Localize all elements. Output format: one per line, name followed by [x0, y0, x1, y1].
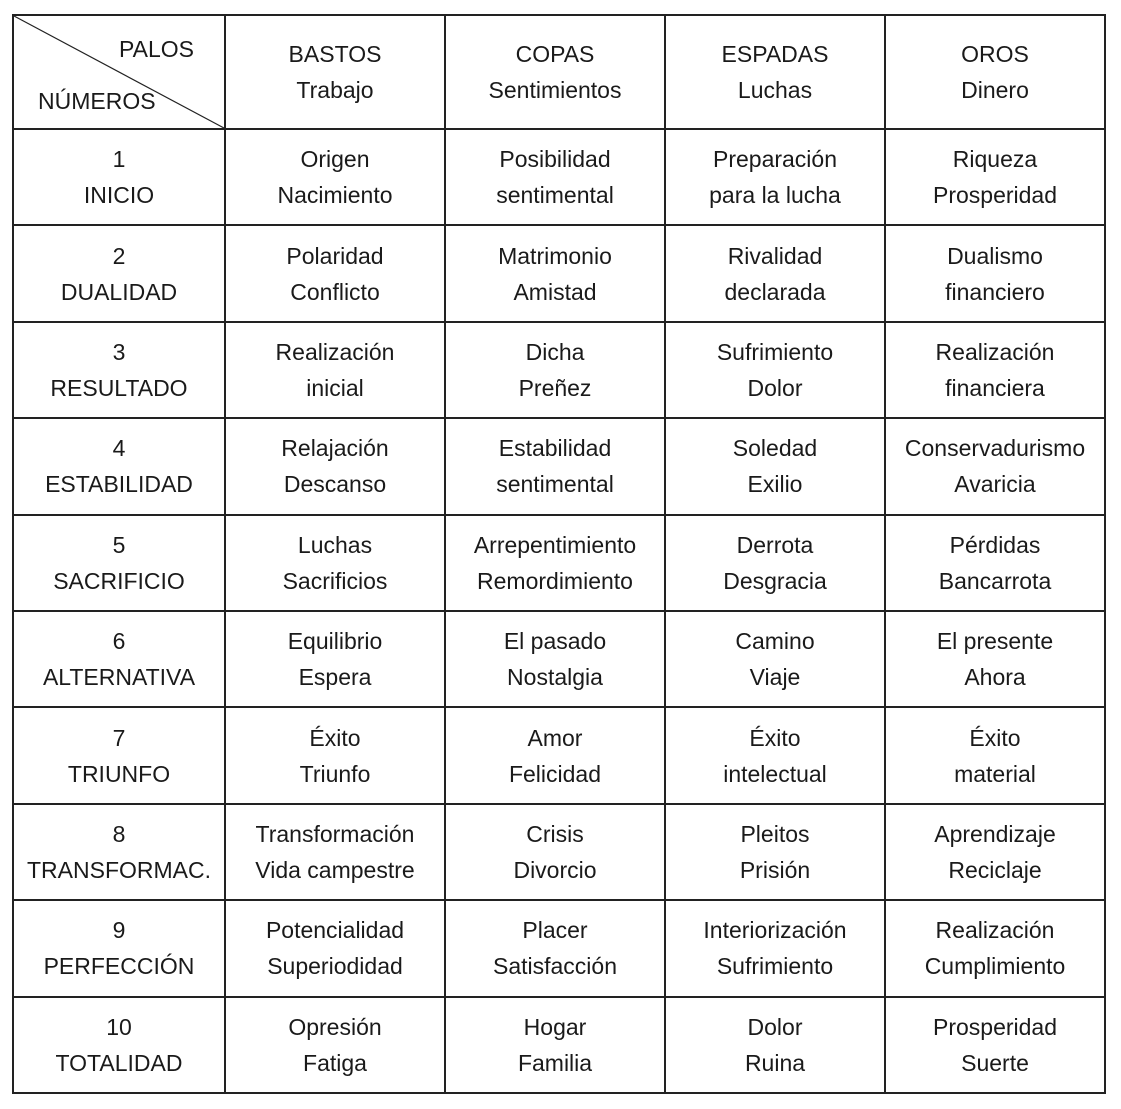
meaning-cell	[665, 611, 885, 707]
meaning-cell	[225, 611, 445, 707]
number-label: TRIUNFO	[67, 760, 171, 787]
meaning-line: Relajación	[281, 435, 389, 462]
meaning-line: Origen	[300, 146, 370, 173]
meaning-line: Potencialidad	[265, 917, 405, 944]
number-cell	[13, 611, 225, 707]
meaning-line: Éxito	[969, 724, 1021, 751]
meaning-line: para la lucha	[709, 182, 841, 209]
meaning-line: Viaje	[749, 664, 801, 691]
meaning-line: Conflicto	[290, 278, 380, 305]
meaning-line: Realización	[935, 338, 1055, 365]
number-value: 1	[112, 146, 126, 173]
number-value: 5	[112, 531, 126, 558]
suit-meaning: Dinero	[961, 77, 1029, 103]
meaning-cell	[445, 225, 665, 321]
meaning-line: Amistad	[513, 278, 597, 305]
meaning-cell	[885, 515, 1105, 611]
meaning-line: Pleitos	[740, 820, 810, 847]
suit-header-copas	[445, 15, 665, 129]
meaning-line: Conservadurismo	[904, 435, 1086, 462]
meaning-cell	[665, 225, 885, 321]
table-row	[13, 997, 1105, 1093]
number-label: TOTALIDAD	[55, 1049, 183, 1076]
meaning-line: Nacimiento	[277, 182, 393, 209]
tarot-meanings-table	[12, 14, 1106, 1094]
meaning-cell	[225, 997, 445, 1093]
meaning-line: Interiorización	[703, 917, 847, 944]
meaning-cell	[885, 707, 1105, 803]
meaning-line: Satisfacción	[492, 953, 617, 980]
number-cell	[13, 129, 225, 225]
meaning-cell	[445, 804, 665, 900]
meaning-line: Exilio	[747, 471, 803, 498]
meaning-line: Nostalgia	[507, 664, 603, 691]
meaning-cell	[445, 418, 665, 514]
meaning-line: Ahora	[964, 664, 1026, 691]
meaning-line: sentimental	[496, 471, 614, 498]
meaning-line: Prosperidad	[932, 1013, 1058, 1040]
meaning-line: Familia	[517, 1049, 593, 1076]
number-cell	[13, 804, 225, 900]
suit-name: COPAS	[515, 41, 595, 67]
table-row	[13, 804, 1105, 900]
table-row	[13, 515, 1105, 611]
meaning-line: declarada	[724, 278, 826, 305]
meaning-cell	[225, 322, 445, 418]
number-label: TRANSFORMAC.	[27, 856, 211, 883]
meaning-cell	[445, 997, 665, 1093]
number-value: 10	[106, 1013, 132, 1040]
meaning-cell	[225, 515, 445, 611]
meaning-cell	[665, 418, 885, 514]
suit-header-bastos	[225, 15, 445, 129]
meaning-cell	[445, 129, 665, 225]
number-value: 6	[112, 628, 126, 655]
meaning-line: Divorcio	[513, 856, 597, 883]
meaning-line: Riqueza	[952, 146, 1038, 173]
meaning-cell	[665, 707, 885, 803]
suit-meaning: Sentimientos	[488, 77, 622, 103]
meaning-cell	[665, 997, 885, 1093]
meaning-line: inicial	[306, 374, 364, 401]
meaning-line: Aprendizaje	[934, 820, 1056, 847]
meaning-line: Transformación	[255, 820, 415, 847]
meaning-line: Fatiga	[303, 1049, 367, 1076]
meaning-cell	[885, 322, 1105, 418]
meaning-cell	[445, 322, 665, 418]
meaning-line: Desgracia	[723, 567, 827, 594]
meaning-line: Equilibrio	[287, 628, 383, 655]
number-cell	[13, 322, 225, 418]
meaning-line: Sacrificios	[282, 567, 388, 594]
meaning-cell	[445, 900, 665, 996]
meaning-line: Soledad	[732, 435, 818, 462]
meaning-cell	[885, 129, 1105, 225]
suit-header-oros	[885, 15, 1105, 129]
meaning-line: Estabilidad	[498, 435, 612, 462]
meaning-line: Rivalidad	[727, 242, 823, 269]
meaning-line: Preparación	[712, 146, 838, 173]
meaning-line: Triunfo	[299, 760, 371, 787]
meaning-line: Prisión	[739, 856, 811, 883]
meaning-line: material	[954, 760, 1036, 787]
meaning-cell	[225, 418, 445, 514]
meaning-line: Amor	[527, 724, 583, 751]
meaning-line: Felicidad	[508, 760, 602, 787]
meaning-cell	[225, 804, 445, 900]
meaning-line: financiera	[945, 374, 1045, 401]
number-cell	[13, 515, 225, 611]
number-value: 8	[112, 820, 126, 847]
meaning-line: Camino	[735, 628, 815, 655]
meaning-line: Preñez	[518, 374, 592, 401]
meaning-line: financiero	[945, 278, 1045, 305]
suit-name: BASTOS	[288, 41, 382, 67]
meaning-line: intelectual	[723, 760, 827, 787]
table-row	[13, 611, 1105, 707]
meaning-line: Cumplimiento	[924, 953, 1066, 980]
header-row	[13, 15, 1105, 129]
meaning-cell	[665, 804, 885, 900]
meaning-line: Luchas	[297, 531, 373, 558]
meaning-line: Vida campestre	[255, 856, 415, 883]
meaning-line: Posibilidad	[499, 146, 611, 173]
meaning-line: Espera	[298, 664, 372, 691]
meaning-line: sentimental	[496, 182, 614, 209]
meaning-cell	[665, 900, 885, 996]
suit-header-espadas	[665, 15, 885, 129]
meaning-cell	[885, 900, 1105, 996]
meaning-line: Arrepentimiento	[473, 531, 637, 558]
meaning-line: Dualismo	[947, 242, 1043, 269]
meaning-cell	[885, 225, 1105, 321]
number-label: SACRIFICIO	[53, 567, 185, 594]
meaning-line: Prosperidad	[932, 182, 1058, 209]
meaning-line: Dicha	[525, 338, 585, 365]
number-cell	[13, 900, 225, 996]
meaning-cell	[665, 322, 885, 418]
meaning-cell	[885, 997, 1105, 1093]
meaning-cell	[445, 707, 665, 803]
number-cell	[13, 225, 225, 321]
table-row	[13, 707, 1105, 803]
number-label: RESULTADO	[50, 374, 188, 401]
meaning-line: Dolor	[747, 374, 803, 401]
number-value: 4	[112, 435, 126, 462]
meaning-line: Reciclaje	[948, 856, 1042, 883]
meaning-line: Superiodidad	[267, 953, 403, 980]
meaning-cell	[225, 225, 445, 321]
meaning-line: Hogar	[523, 1013, 587, 1040]
meaning-line: Avaricia	[954, 471, 1036, 498]
table-row	[13, 322, 1105, 418]
meaning-line: Placer	[522, 917, 588, 944]
meaning-line: Realización	[935, 917, 1055, 944]
meaning-line: Sufrimiento	[716, 953, 834, 980]
number-cell	[13, 997, 225, 1093]
meaning-cell	[885, 418, 1105, 514]
meaning-cell	[885, 611, 1105, 707]
number-label: DUALIDAD	[60, 278, 178, 305]
meaning-line: Opresión	[288, 1013, 382, 1040]
meaning-line: El presente	[936, 628, 1054, 655]
suit-name: OROS	[961, 41, 1029, 67]
meaning-line: Derrota	[736, 531, 814, 558]
meaning-cell	[445, 515, 665, 611]
meaning-line: Crisis	[526, 820, 584, 847]
meaning-line: Dolor	[747, 1013, 803, 1040]
meaning-cell	[225, 129, 445, 225]
number-value: 9	[112, 917, 126, 944]
number-value: 3	[112, 338, 126, 365]
meaning-line: Éxito	[749, 724, 801, 751]
meaning-cell	[665, 515, 885, 611]
table-row	[13, 900, 1105, 996]
corner-header-cell	[13, 15, 225, 129]
meaning-line: El pasado	[503, 628, 607, 655]
meaning-line: Sufrimiento	[716, 338, 834, 365]
suit-meaning: Trabajo	[296, 77, 374, 103]
table-row	[13, 225, 1105, 321]
meaning-line: Ruina	[744, 1049, 806, 1076]
number-label: ESTABILIDAD	[45, 471, 193, 498]
columns-label: PALOS	[119, 36, 194, 62]
number-label: PERFECCIÓN	[43, 953, 195, 980]
rows-label: NÚMEROS	[38, 88, 156, 114]
number-label: ALTERNATIVA	[42, 664, 196, 691]
table-row	[13, 418, 1105, 514]
tarot-meanings-table-container	[12, 14, 1106, 1094]
meaning-cell	[885, 804, 1105, 900]
table-row	[13, 129, 1105, 225]
meaning-cell	[665, 129, 885, 225]
meaning-cell	[225, 900, 445, 996]
meaning-line: Descanso	[283, 471, 387, 498]
table-body	[13, 129, 1105, 1093]
meaning-line: Polaridad	[286, 242, 384, 269]
meaning-line: Éxito	[309, 724, 361, 751]
meaning-cell	[225, 707, 445, 803]
number-value: 7	[112, 724, 126, 751]
meaning-line: Bancarrota	[938, 567, 1052, 594]
meaning-line: Remordimiento	[477, 567, 633, 594]
meaning-line: Matrimonio	[498, 242, 612, 269]
number-cell	[13, 707, 225, 803]
number-value: 2	[112, 242, 126, 269]
suit-meaning: Luchas	[737, 77, 813, 103]
meaning-cell	[445, 611, 665, 707]
meaning-line: Suerte	[961, 1049, 1029, 1076]
number-cell	[13, 418, 225, 514]
number-label: INICIO	[83, 182, 155, 209]
suit-name: ESPADAS	[721, 41, 829, 67]
meaning-line: Realización	[275, 338, 395, 365]
meaning-line: Pérdidas	[949, 531, 1041, 558]
